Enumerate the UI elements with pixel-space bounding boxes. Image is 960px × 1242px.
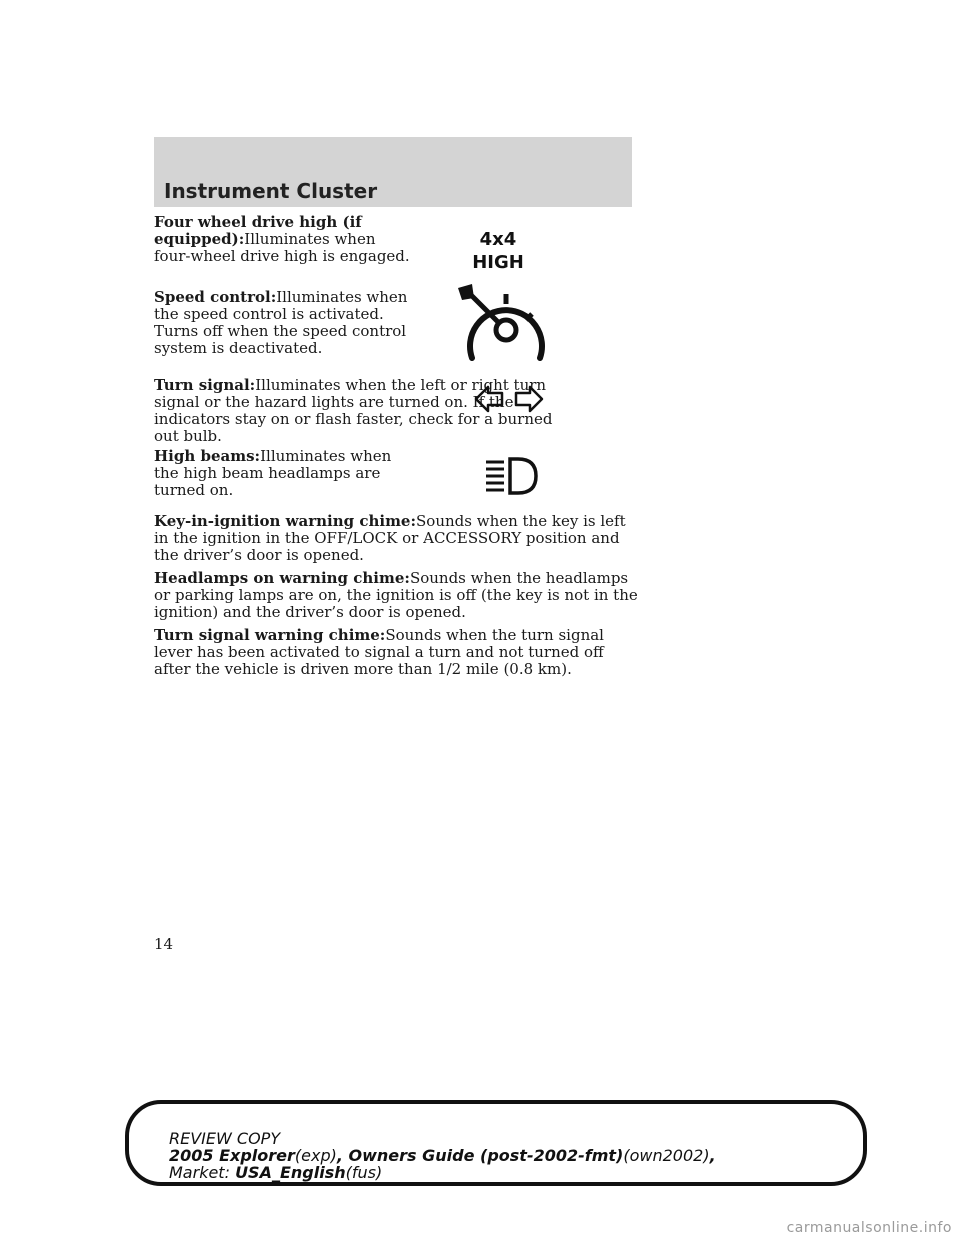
item-term: Four wheel drive high (if equipped): xyxy=(154,213,362,248)
market-name: USA_English xyxy=(235,1163,346,1182)
market-code: (fus) xyxy=(345,1163,383,1182)
separator: , xyxy=(336,1146,349,1165)
item-description: Sounds when the key is left in the ignition in the OFF/LOCK or ACCESSORY position and the driver’s door is opened. xyxy=(154,512,626,564)
separator: , xyxy=(709,1146,716,1165)
item-term: Key-in-ignition warning chime: xyxy=(154,512,417,530)
four-by-four-label: 4x4 xyxy=(479,229,517,250)
section-header-band xyxy=(154,137,632,207)
review-copy-market-line xyxy=(169,1164,716,1181)
page-number: 14 xyxy=(154,935,174,953)
review-copy-model-line xyxy=(169,1147,716,1164)
item-key-in-ignition-chime xyxy=(154,513,644,564)
section-title: Instrument Cluster xyxy=(164,179,378,203)
item-headlamps-on-chime xyxy=(154,570,644,621)
turn-signal-arrows-icon xyxy=(474,384,544,414)
watermark: carmanualsonline.info xyxy=(786,1220,952,1236)
item-term: Turn signal warning chime: xyxy=(154,626,386,644)
model-name: 2005 Explorer xyxy=(169,1146,295,1165)
item-term: Speed control: xyxy=(154,288,277,306)
item-description: Illuminates when the speed control is activated. Turns off when the speed control system is deactivated. xyxy=(154,288,408,357)
high-label: HIGH xyxy=(472,252,524,273)
item-turn-signal-chime xyxy=(154,627,644,678)
guide-code: (own2002) xyxy=(623,1146,710,1165)
item-description: Sounds when the headlamps or parking lamps are on, the ignition is off (the key is not in the ignition) and the driver’s door is opened. xyxy=(154,569,638,621)
item-high-beams xyxy=(154,448,414,499)
model-code: (exp) xyxy=(294,1146,337,1165)
item-four-wheel-drive-high xyxy=(154,214,414,265)
item-term: High beams: xyxy=(154,447,261,465)
review-copy-box xyxy=(125,1100,867,1186)
review-copy-label: REVIEW COPY xyxy=(169,1129,281,1148)
guide-name: Owners Guide (post-2002-fmt) xyxy=(348,1146,624,1165)
speed-control-icon xyxy=(452,284,548,362)
item-description: Illuminates when the left or right turn signal or the hazard lights are turned on. If the indicators stay on or flash faster, check for a burned out bulb. xyxy=(154,376,553,445)
review-copy-text xyxy=(169,1130,716,1181)
item-term: Turn signal: xyxy=(154,376,256,394)
item-speed-control xyxy=(154,289,414,357)
item-description: Sounds when the turn signal lever has been activated to signal a turn and not turned off after the vehicle is driven more than 1/2 mile (0.8 km). xyxy=(154,626,604,678)
four-by-four-high-icon xyxy=(458,228,538,274)
high-beam-icon xyxy=(484,456,540,496)
item-description: Illuminates when four-wheel drive high is engaged. xyxy=(154,230,410,265)
market-label: Market: xyxy=(169,1163,230,1182)
item-description: Illuminates when the high beam headlamps are turned on. xyxy=(154,447,392,499)
item-term: Headlamps on warning chime: xyxy=(154,569,410,587)
